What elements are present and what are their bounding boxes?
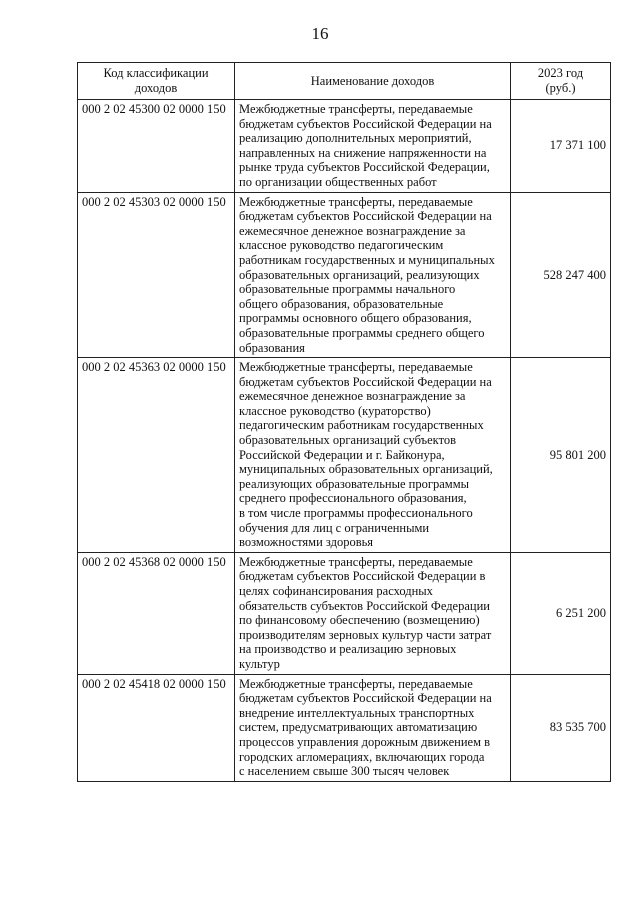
revenue-name-line: образовательные программы начального xyxy=(239,282,456,297)
header-amount xyxy=(511,63,611,100)
table-row xyxy=(78,192,611,358)
revenue-name-line: на производство и реализацию зерновых xyxy=(239,642,457,657)
revenue-name-line: программы основного общего образования, xyxy=(239,311,472,326)
classification-code: 000 2 02 45363 02 0000 150 xyxy=(78,358,235,553)
table-row xyxy=(78,674,611,781)
table-row xyxy=(78,100,611,193)
revenue-name-line: процессов управления дорожным движением в xyxy=(239,734,491,749)
revenue-name-line: Российской Федерации и г. Байконура, xyxy=(239,447,445,462)
revenue-name-line: по организации общественных работ xyxy=(239,174,437,189)
revenue-name-line: бюджетам субъектов Российской Федерации на xyxy=(239,691,492,706)
header-code-line-2: доходов xyxy=(134,81,178,95)
revenue-name xyxy=(235,552,511,674)
revenue-name-line: рынке труда субъектов Российской Федерации, xyxy=(239,160,490,175)
revenue-name-line: систем, предусматривающих автоматизацию xyxy=(239,720,478,735)
page-number: 16 xyxy=(311,24,329,43)
revenue-name-line: ежемесячное денежное вознаграждение за xyxy=(239,223,466,238)
revenue-table xyxy=(77,62,611,782)
amount-value: 6 251 200 xyxy=(511,552,611,674)
revenue-name-line: работникам государственных и муниципальных xyxy=(239,252,495,267)
amount-value: 83 535 700 xyxy=(511,674,611,781)
revenue-name xyxy=(235,100,511,193)
revenue-name-line: общего образования, образовательные xyxy=(239,296,444,311)
header-code-line-1: Код классификации xyxy=(103,66,209,81)
revenue-name-line: возможностями здоровья xyxy=(239,535,374,550)
amount-value: 17 371 100 xyxy=(511,100,611,193)
revenue-name-line: культур xyxy=(239,656,280,671)
revenue-name-line: образования xyxy=(239,340,305,355)
revenue-name-line: направленных на снижение напряженности на xyxy=(239,145,487,160)
revenue-name xyxy=(235,674,511,781)
header-amount-line-2: (руб.) xyxy=(545,81,576,95)
revenue-name-line: в том числе программы профессионального xyxy=(239,506,473,521)
classification-code: 000 2 02 45368 02 0000 150 xyxy=(78,552,235,674)
revenue-name-line: обязательств субъектов Российской Федерации xyxy=(239,598,490,613)
table-row xyxy=(78,358,611,553)
revenue-name-line: бюджетам субъектов Российской Федерации на xyxy=(239,209,492,224)
amount-value: 95 801 200 xyxy=(511,358,611,553)
revenue-name-line: реализующих образовательные программы xyxy=(239,476,470,491)
header-amount-line-1: 2023 год xyxy=(537,66,584,81)
revenue-name-line: целях софинансирования расходных xyxy=(239,584,433,598)
revenue-name-line: с населением свыше 300 тысяч человек xyxy=(239,764,450,779)
revenue-name-line: классное руководство (кураторство) xyxy=(239,403,431,418)
revenue-name-line: педагогическим работникам государственных xyxy=(239,418,484,433)
revenue-name-line: реализацию дополнительных мероприятий, xyxy=(239,131,472,146)
revenue-name-line: бюджетам субъектов Российской Федерации в xyxy=(239,569,486,584)
table-row xyxy=(78,552,611,674)
revenue-name-line: бюджетам субъектов Российской Федерации на xyxy=(239,116,492,131)
table-header-row xyxy=(78,63,611,100)
revenue-name-line: классное руководство педагогическим xyxy=(239,238,444,253)
revenue-name-line: Межбюджетные трансферты, передаваемые xyxy=(239,102,473,116)
revenue-name-line: по финансовому обеспечению (возмещению) xyxy=(239,613,480,628)
revenue-name-line: образовательные программы среднего общего xyxy=(239,325,485,340)
revenue-name-line: Межбюджетные трансферты, передаваемые xyxy=(239,194,473,209)
revenue-name-line: городских агломерациях, включающих города xyxy=(239,749,485,764)
revenue-name-line: ежемесячное денежное вознаграждение за xyxy=(239,389,466,404)
revenue-name-line: Межбюджетные трансферты, передаваемые xyxy=(239,676,473,691)
revenue-name-line: Межбюджетные трансферты, передаваемые xyxy=(239,360,473,375)
revenue-name-line: бюджетам субъектов Российской Федерации на xyxy=(239,374,492,389)
classification-code: 000 2 02 45418 02 0000 150 xyxy=(78,674,235,781)
classification-code: 000 2 02 45303 02 0000 150 xyxy=(78,192,235,358)
header-name: Наименование доходов xyxy=(235,63,511,100)
revenue-name xyxy=(235,358,511,553)
revenue-name-line: среднего профессионального образования, xyxy=(239,491,467,506)
revenue-name-line: образовательных организаций субъектов xyxy=(239,433,457,448)
revenue-name-line: образовательных организаций, реализующих xyxy=(239,267,480,282)
classification-code: 000 2 02 45300 02 0000 150 xyxy=(78,100,235,193)
amount-value: 528 247 400 xyxy=(511,192,611,358)
revenue-name-line: обучения для лиц с ограниченными xyxy=(239,520,430,535)
table-body xyxy=(78,100,611,782)
revenue-name-line: Межбюджетные трансферты, передаваемые xyxy=(239,554,473,569)
revenue-name-line: муниципальных образовательных организаций, xyxy=(239,462,493,477)
revenue-name-line: производителям зерновых культур части затрат xyxy=(239,627,492,642)
header-code xyxy=(78,63,235,100)
revenue-name xyxy=(235,192,511,358)
revenue-name-line: внедрение интеллектуальных транспортных xyxy=(239,705,475,720)
